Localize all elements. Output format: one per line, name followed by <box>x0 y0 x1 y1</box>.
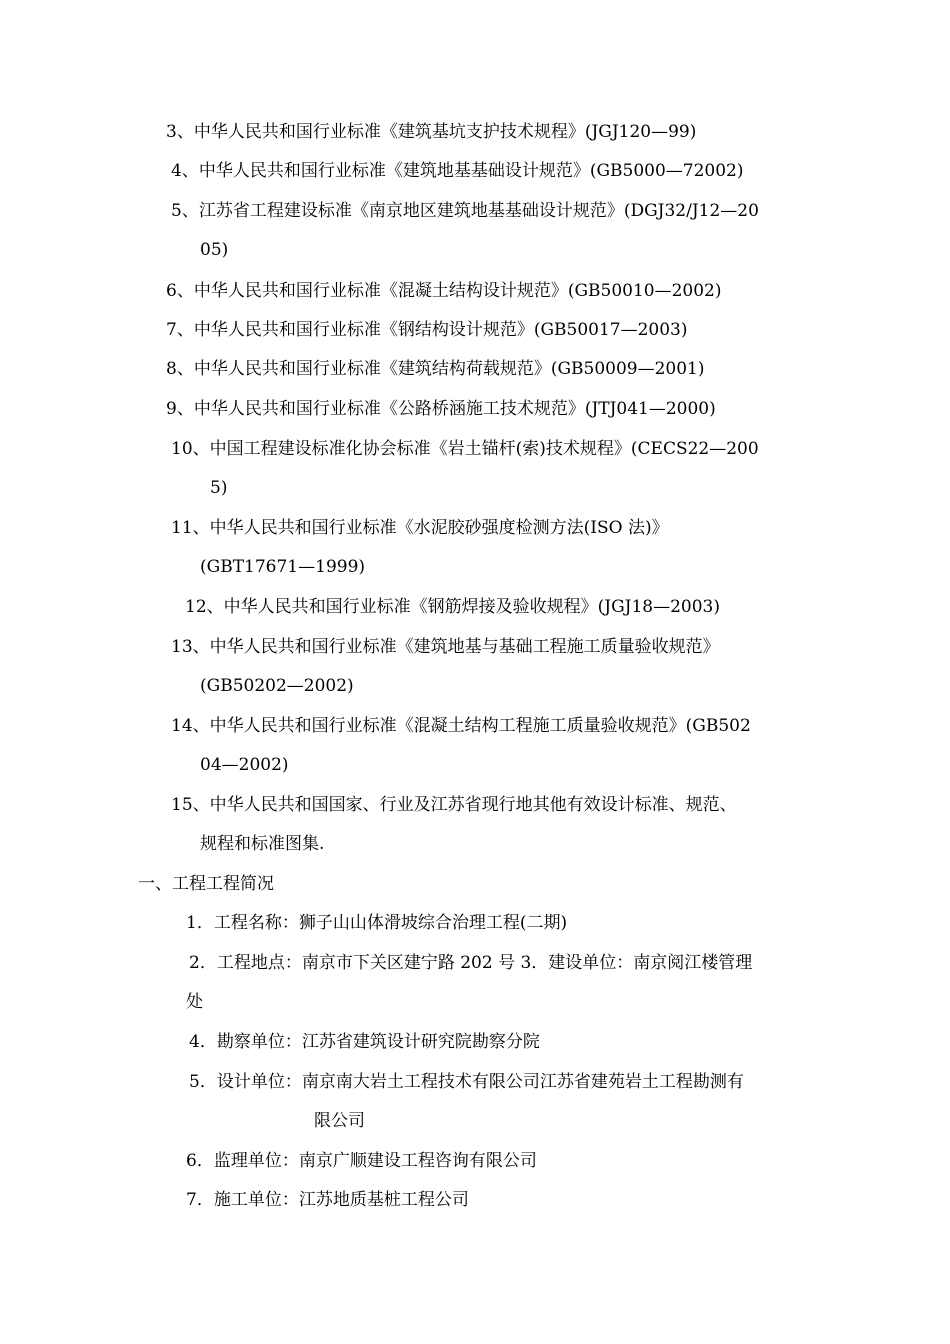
reference-item-15-cont: 规程和标准图集. <box>200 834 325 854</box>
supervision-unit-item: 6．监理单位：南京广顺建设工程咨询有限公司 <box>186 1151 537 1171</box>
project-location-item-cont: 处 <box>186 992 203 1012</box>
reference-item-5-cont: 05) <box>200 240 229 260</box>
reference-item-13-cont: (GB50202—2002) <box>200 676 354 696</box>
design-unit-item: 5．设计单位：南京南大岩土工程技术有限公司江苏省建苑岩土工程勘测有 <box>189 1072 744 1092</box>
reference-item-15: 15、中华人民共和国国家、行业及江苏省现行地其他有效设计标准、规范、 <box>171 795 737 815</box>
reference-item-11: 11、中华人民共和国行业标准《水泥胶砂强度检测方法(ISO 法)》 <box>171 518 669 538</box>
construction-unit-item: 7．施工单位：江苏地质基桩工程公司 <box>186 1190 469 1210</box>
project-location-item: 2．工程地点：南京市下关区建宁路 202 号 3．建设单位：南京阅江楼管理 <box>189 953 753 973</box>
reference-item-14-cont: 04—2002) <box>200 755 289 775</box>
survey-unit-item: 4．勘察单位：江苏省建筑设计研究院勘察分院 <box>189 1032 540 1052</box>
reference-item-13: 13、中华人民共和国行业标准《建筑地基与基础工程施工质量验收规范》 <box>171 637 720 657</box>
reference-item-8: 8、中华人民共和国行业标准《建筑结构荷载规范》(GB50009—2001) <box>166 359 705 379</box>
reference-item-11-cont: (GBT17671—1999) <box>200 557 366 577</box>
reference-item-14: 14、中华人民共和国行业标准《混凝土结构工程施工质量验收规范》(GB502 <box>171 716 751 736</box>
project-name-item: 1．工程名称：狮子山山体滑坡综合治理工程(二期) <box>186 913 568 933</box>
reference-item-7: 7、中华人民共和国行业标准《钢结构设计规范》(GB50017—2003) <box>166 320 688 340</box>
section-heading: 一、工程工程简况 <box>138 874 274 894</box>
design-unit-item-cont: 限公司 <box>314 1111 365 1131</box>
reference-item-12: 12、中华人民共和国行业标准《钢筋焊接及验收规程》(JGJ18—2003) <box>185 597 721 617</box>
reference-item-9: 9、中华人民共和国行业标准《公路桥涵施工技术规范》(JTJ041—2000) <box>166 399 716 419</box>
reference-item-6: 6、中华人民共和国行业标准《混凝土结构设计规范》(GB50010—2002) <box>166 281 722 301</box>
reference-item-10: 10、中国工程建设标准化协会标准《岩土锚杆(索)技术规程》(CECS22—200 <box>171 439 759 459</box>
reference-item-3: 3、中华人民共和国行业标准《建筑基坑支护技术规程》(JGJ120—99) <box>166 122 697 142</box>
reference-item-10-cont: 5) <box>210 478 228 498</box>
reference-item-4: 4、中华人民共和国行业标准《建筑地基基础设计规范》(GB5000—72002) <box>171 161 744 181</box>
reference-item-5: 5、江苏省工程建设标准《南京地区建筑地基基础设计规范》(DGJ32/J12—20 <box>171 201 759 221</box>
